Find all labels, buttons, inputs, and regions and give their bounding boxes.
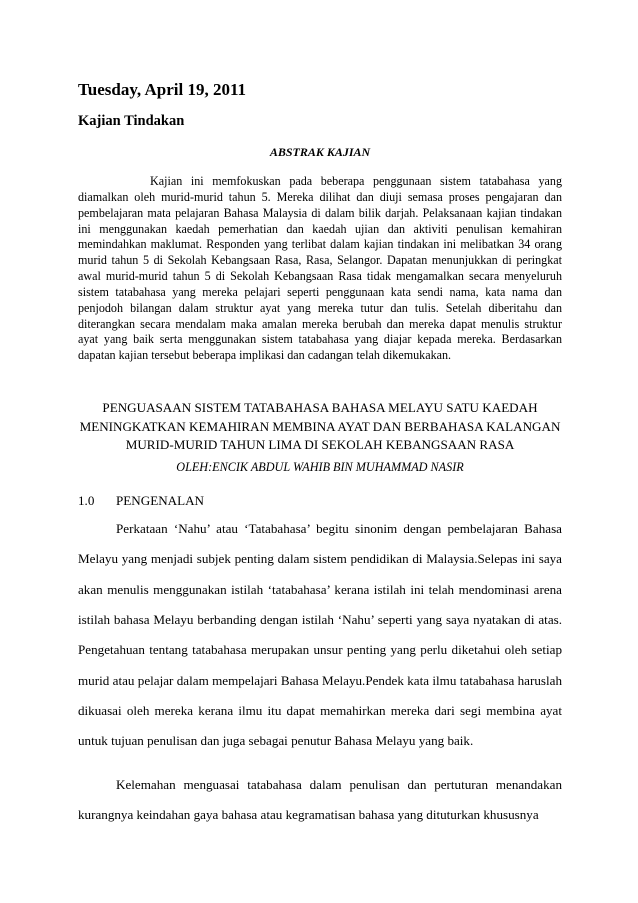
paper-author: OLEH:ENCIK ABDUL WAHIB BIN MUHAMMAD NASIR bbox=[176, 460, 464, 474]
section-number: 1.0 bbox=[78, 493, 95, 508]
paper-title-line: PENGUASAAN SISTEM TATABAHASA BAHASA MELAYU SATU KAEDAH bbox=[102, 400, 538, 415]
post-title: Kajian Tindakan bbox=[78, 113, 185, 129]
abstract-body bbox=[78, 174, 562, 364]
paper-title bbox=[73, 399, 567, 455]
section-heading bbox=[78, 492, 562, 510]
abstract-heading: ABSTRAK KAJIAN bbox=[269, 145, 371, 159]
section-title: PENGENALAN bbox=[116, 493, 205, 508]
post-date: Tuesday, April 19, 2011 bbox=[78, 80, 247, 99]
paragraph-text: Perkataan ‘Nahu’ atau ‘Tatabahasa’ begitu sinonim dengan pembelajaran Bahasa Melayu yang menjadi subjek penting dalam sistem pendidikan di Malaysia.Selepas ini saya akan menulis menggunakan istilah ‘tatabahasa’ kerana istilah ini telah mendominasi arena istilah bahasa Melayu berbanding dengan istilah ‘Nahu’ seperti yang saya nyatakan di atas. Pengetahuan tentang tatabahasa merupakan unsur penting yang perlu diketahui oleh setiap murid atau pelajar dalam mempelajari Bahasa Melayu.Pendek kata ilmu tatabahasa haruslah dikuasai oleh mereka kerana ilmu itu dapat memahirkan mereka dari segi membina ayat untuk tujuan penulisan dan juga sebagai penutur Bahasa Melayu yang baik. bbox=[78, 521, 562, 749]
body-paragraph bbox=[78, 514, 562, 757]
paper-title-line: MURID-MURID TAHUN LIMA DI SEKOLAH KEBANGSAAN RASA bbox=[125, 437, 515, 453]
body-paragraph bbox=[78, 770, 562, 831]
abstract-text: Kajian ini memfokuskan pada beberapa penggunaan sistem tatabahasa yang diamalkan oleh murid-murid tahun 5. Mereka dilihat dan diuji semasa proses pengajaran dan pembelajaran mata pelajaran Bahasa Malaysia di dalam bilik darjah. Pelaksanaan kajian tindakan ini menggunakan kaedah pemerhatian dan kaedah ujian dan aktiviti penulisan kemahiran memindahkan maklumat. Responden yang terlibat dalam kajian tindakan ini melibatkan 34 orang murid tahun 5 di Sekolah Kebangsaan Rasa, Rasa, Selangor. Dapatan menunjukkan di peringkat awal murid-murid tahun 5 di Sekolah Kebangsaan Rasa tidak mengamalkan secara menyeluruh sistem tatabahasa yang mereka pelajari seperti penggunaan kata sendi nama, kata nama dan penjodoh bilangan dalam struktur ayat yang mereka tutur dan tulis. Setelah diberitahu dan diterangkan secara mendalam maka amalan mereka berubah dan mereka dapat menulis struktur ayat yang baik serta menggunakan sistem tatabahasa yang diajar kepada mereka. Berdasarkan dapatan kajian tersebut beberapa implikasi dan cadangan telah dikemukakan. bbox=[78, 174, 562, 363]
paper-title-line: MENINGKATKAN KEMAHIRAN MEMBINA AYAT DAN BERBAHASA KALANGAN bbox=[79, 418, 561, 434]
paragraph-text: Kelemahan menguasai tatabahasa dalam penulisan dan pertuturan menandakan kurangnya keindahan gaya bahasa atau kegramatisan bahasa yang dituturkan khususnya bbox=[78, 777, 562, 823]
